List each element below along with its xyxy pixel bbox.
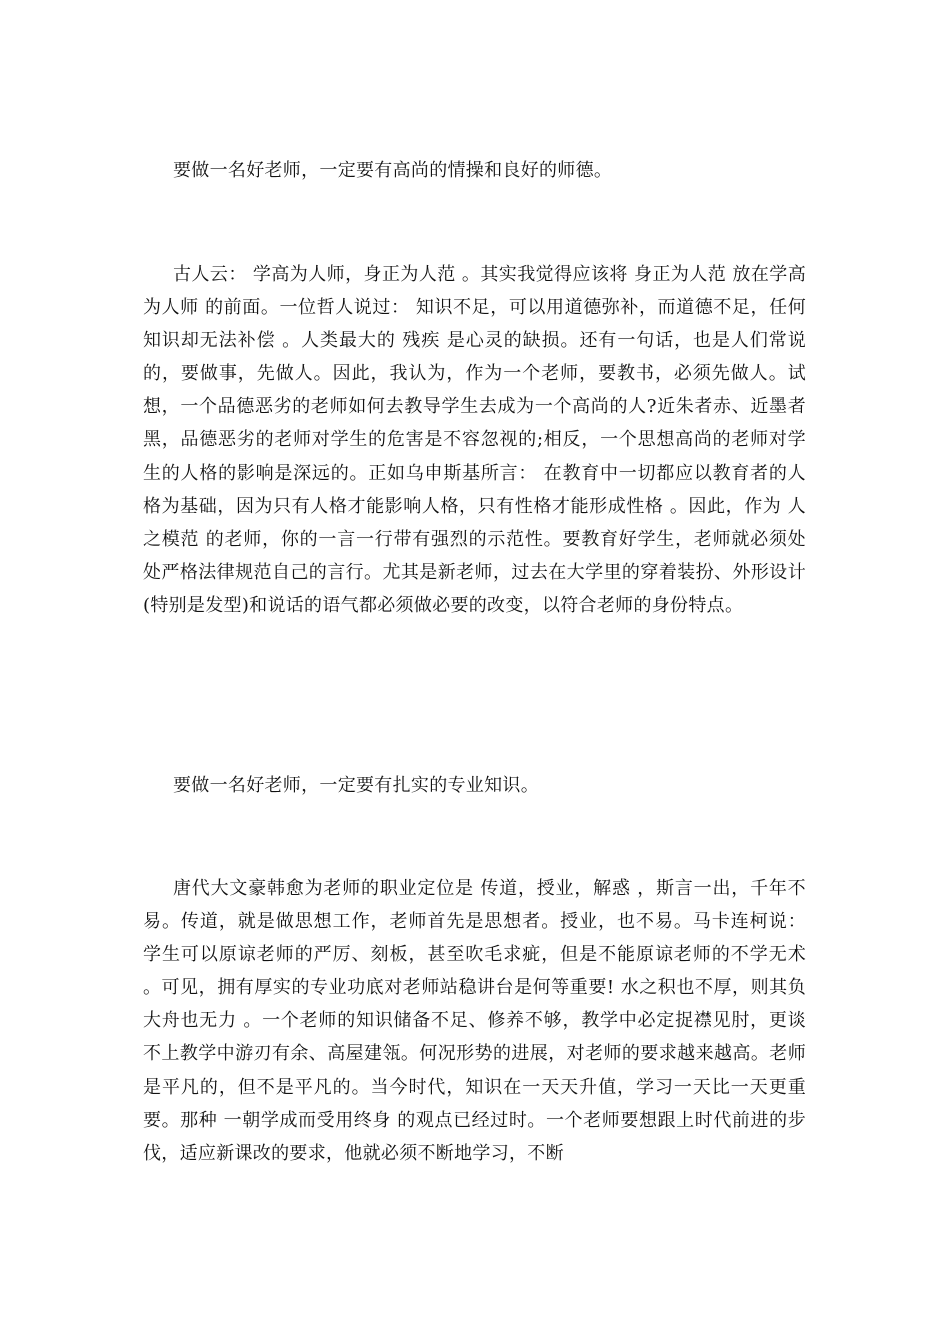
section-heading-knowledge: 要做一名好老师，一定要有扎实的专业知识。 <box>173 775 539 796</box>
section-heading-morality: 要做一名好老师，一定要有高尚的情操和良好的师德。 <box>173 160 613 181</box>
paragraph-morality: 古人云： 学高为人师，身正为人范 。其实我觉得应该将 身正为人范 放在学高为人师 的前面。一位哲人说过： 知识不足，可以用道德弥补，而道德不足，任何知识却无法补偿 。人类最大的 残疾 是心灵的缺损。还有一句话，也是人们常说的，要做事，先做人。因此，我认为，作为一个老师，要教书，必须先做人。试想，一个品德恶劣的老师如何去教导学生去成为一个高尚的人?近朱者赤、近墨者黑，品德恶劣的老师对学生的危害是不容忽视的;相反，一个思想高尚的老师对学生的人格的影响是深远的。正如乌申斯基所言： 在教育中一切都应以教育者的人格为基础，因为只有人格才能影响人格，只有性格才能形成性格 。因此，作为 人之模范 的老师，你的一言一行带有强烈的示范性。要教育好学生，老师就必须处处严格法律规范自己的言行。尤其是新老师，过去在大学里的穿着装扮、外形设计(特别是发型)和说话的语气都必须做必要的改变，以符合老师的身份特点。 <box>143 264 806 616</box>
paragraph-knowledge: 唐代大文豪韩愈为老师的职业定位是 传道，授业，解惑 ，斯言一出，千年不易。传道，就是做思想工作，老师首先是思想者。授业，也不易。马卡连柯说： 学生可以原谅老师的严厉、刻板，甚至吹毛求疵，但是不能原谅老师的不学无术 。可见，拥有厚实的专业功底对老师站稳讲台是何等重要! 水之积也不厚，则其负大舟也无力 。一个老师的知识储备不足、修养不够，教学中必定捉襟见肘，更谈不上教学中游刃有余、高屋建瓴。何况形势的进展，对老师的要求越来越高。老师是平凡的，但不是平凡的。当今时代，知识在一天天升值，学习一天比一天更重要。那种 一朝学成而受用终身 的观点已经过时。一个老师要想跟上时代前进的步伐，适应新课改的要求，他就必须不断地学习，不断 <box>143 878 806 1164</box>
